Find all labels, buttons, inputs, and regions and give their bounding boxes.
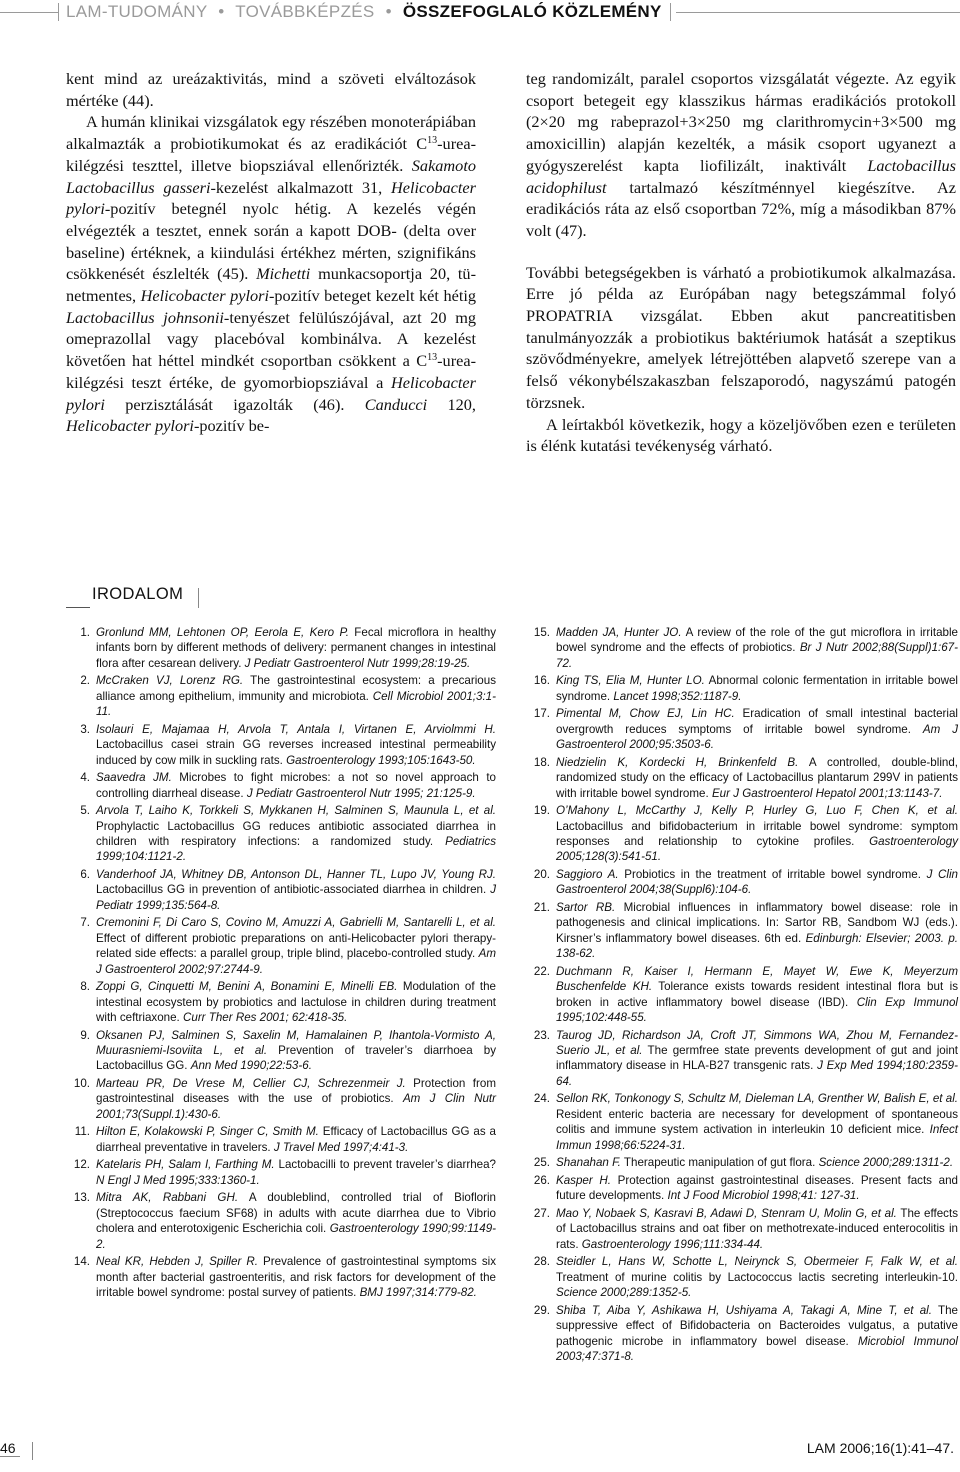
reference-title: Therapeutic manipulation of gut flora.	[620, 1156, 819, 1170]
reference-journal: Int J Food Microbiol 1998;41: 127-31.	[667, 1189, 860, 1203]
reference-title: Effect of different probiotic preparations on anti-Helicobacter pylori therapy-related side effects: a parallel group, triple blind, placebo-controlled study.	[96, 931, 496, 961]
reference-item	[66, 1157, 496, 1188]
reference-number: 4.	[80, 771, 90, 785]
reference-journal: J Clin Gastroenterol 2004;38(Suppl6):104-6.	[556, 868, 958, 897]
header-tick-right	[670, 3, 671, 21]
reference-title: Prophylactic Lactobacillus GG reduces antibiotic associated diarrhea in children with respiratory infections: a randomized study.	[96, 819, 496, 849]
header-separator-1: •	[218, 2, 225, 21]
reference-number: 13.	[73, 1191, 90, 1205]
body-paragraph	[66, 111, 476, 437]
body-text: -pozitív beteget kezelt két hétig	[269, 286, 477, 306]
reference-authors: Zoppi G, Cinquetti M, Benini A, Bonamini E, Minelli EB.	[96, 980, 398, 994]
body-text: -urea-kilégzési teszttel, illetve biopsziával ellenőrizték.	[66, 134, 476, 175]
reference-authors: Mao Y, Nobaek S, Kasravi B, Adawi D, Stenram U, Molin G, et al.	[556, 1206, 897, 1220]
reference-item	[526, 1155, 958, 1170]
reference-authors: Gronlund MM, Lehtonen OP, Eerola E, Kero P.	[96, 626, 349, 639]
reference-item	[66, 722, 496, 768]
reference-journal: Pediatrics 1999;104:1121-2.	[96, 835, 496, 864]
header-rule-left	[0, 12, 58, 13]
italic-text: Lactobacillus acidophilust	[526, 155, 956, 197]
reference-title: Prevention of traveler’s diarrhoea by Lactobacillus GG.	[96, 1044, 496, 1073]
body-text: -pozitív be-	[193, 416, 270, 436]
reference-authors: O’Mahony L, McCarthy J, Kelly P, Hurley G, Luo F, Chen K, et al.	[556, 804, 958, 818]
reference-title: Probiotics in the treatment of irritable bowel syndrome.	[618, 868, 927, 882]
reference-authors: Neal KR, Hebden J, Spiller R.	[96, 1255, 258, 1269]
reference-title: The gastrointestinal ecosystem: a precarious alliance among epithelium, immunity and microbiota.	[96, 674, 496, 703]
header-title	[66, 0, 662, 24]
reference-item	[66, 803, 496, 865]
italic-text: Lactobacillus johnsonii	[66, 307, 224, 327]
reference-item	[66, 867, 496, 913]
reference-authors: Sellon RK, Tonkonogy S, Schultz M, Dieleman LA, Grenther W, Balish E, et al.	[556, 1092, 958, 1106]
reference-journal: Am J Gastroenterol 2000;95:3503-6.	[556, 722, 958, 752]
reference-number: 7.	[80, 916, 90, 930]
reference-number: 16.	[533, 674, 550, 688]
footer-tick	[32, 1442, 33, 1460]
reference-title: Tolerance exists towards resident intestinal flora but is broken in active inflammatory bowel disease (IBD).	[556, 980, 959, 1009]
body-text: munkacsoportja 20, tünetmentes,	[66, 264, 476, 306]
reference-item	[66, 1076, 496, 1122]
reference-item	[66, 1190, 496, 1252]
body-text: tartalmazó készítménnyel kiegészítve. Az eradikációs ráta az első csoportban 72%, míg a másodikban 87% volt (47).	[526, 177, 956, 240]
journal-citation: LAM 2006;16(1):41–47.	[806, 1440, 954, 1456]
reference-number: 9.	[80, 1028, 90, 1042]
reference-journal: Cell Microbiol 2001;3:1-11.	[96, 689, 496, 719]
reference-authors: Mitra AK, Rabbani GH.	[96, 1191, 239, 1205]
reference-item	[526, 1173, 958, 1204]
references-heading	[66, 584, 206, 614]
reference-authors: Saavedra JM.	[96, 771, 172, 785]
reference-item	[66, 1254, 496, 1300]
reference-authors: Sartor RB.	[556, 901, 616, 915]
header-tick-left	[58, 3, 59, 21]
reference-journal: Br J Nutr 2002;88(Suppl)1:67-72.	[556, 641, 958, 670]
reference-title: Protection against gastrointestinal diseases. Present facts and future developments.	[556, 1173, 958, 1203]
reference-number: 11.	[74, 1125, 90, 1139]
reference-number: 21.	[533, 901, 550, 915]
reference-item	[526, 1303, 958, 1365]
references-heading-rule	[66, 607, 90, 608]
reference-number: 10.	[73, 1077, 90, 1091]
reference-title: A review of the role of the gut microflora in irritable bowel syndrome and the effects of probiotics.	[556, 626, 958, 655]
reference-authors: Pimental M, Chow EJ, Lin HC.	[556, 707, 735, 721]
reference-journal: Ann Med 1990;22:53-6.	[190, 1059, 312, 1073]
references-heading-text: IRODALOM	[92, 585, 184, 603]
reference-authors: Steidler L, Hans W, Schotte L, Neirynck S, Obermeier F, Falk W, et al.	[556, 1255, 958, 1269]
reference-number: 14.	[73, 1255, 90, 1269]
reference-title: Eradication of small intestinal bacterial overgrowth reduces symptoms of irritable bowel syndrome.	[556, 707, 958, 736]
italic-text: Helicobacter pylori	[66, 177, 476, 219]
body-paragraph	[66, 68, 476, 111]
reference-number: 15.	[533, 626, 550, 639]
body-text: 120,	[427, 394, 476, 414]
reference-authors: Cremonini F, Di Caro S, Covino M, Amuzzi A, Gabrielli M, Santarelli L, et al.	[96, 916, 496, 930]
reference-authors: Duchmann R, Kaiser I, Hermann E, Mayet W, Ewe K, Meyerzum Buschenfelde KH.	[556, 964, 958, 994]
reference-authors: Arvola T, Laiho K, Torkkeli S, Mykkanen H, Salminen S, Maunula L, et al.	[96, 804, 496, 818]
body-text: -urea-kilégzési teszt értéke, de gyomorbiopsziával a	[66, 351, 476, 392]
reference-number: 19.	[533, 804, 550, 818]
reference-title: The suppressive effect of Bifidobacteria on Bacteroides vulgatus, a putative pathogenic microbe in inflammatory bowel disease.	[556, 1303, 958, 1348]
reference-number: 27.	[533, 1206, 550, 1220]
reference-number: 26.	[533, 1173, 550, 1187]
reference-item	[66, 1028, 496, 1074]
reference-journal: J Travel Med 1997;4:41-3.	[273, 1140, 409, 1154]
reference-item	[526, 706, 958, 752]
reference-journal: J Pediatr Gastroenterol Nutr 1995; 21:125-9.	[246, 786, 476, 800]
body-text: teg randomizált, paralel csoportos vizsgálatát végezte. Az egyik csoport betegeit egy klasszikus hármas eradikációs protokoll (2×20 mg rabeprazol+3×250 mg clarithromycin+3×500 mg amoxicillin) alapján kezelték, a másik csoport ugyanezt a gyógyszerelést kapta liofilizált, inaktivált	[526, 69, 956, 175]
italic-text: Michetti	[256, 264, 311, 284]
header-section-3: ÖSSZEFOGLALÓ KÖZLEMÉNY	[402, 2, 662, 21]
reference-title: A doubleblind, controlled trial of Bioflorin (Streptococcus faecium SF68) in adults with acute diarrhea due to Vibrio cholera and enterotoxigenic Escherichia coli.	[96, 1191, 496, 1236]
reference-number: 20.	[533, 868, 550, 882]
body-text: -tenyészet felülúszójával, azt 20 mg omeprazollal vagy placebóval kombinálva. A kezelést követően hat héttel mindkét csoportban csökkent a C	[66, 307, 476, 371]
reference-authors: Hilton E, Kolakowski P, Singer C, Smith M.	[96, 1125, 319, 1139]
reference-number: 29.	[533, 1303, 550, 1317]
reference-number: 1.	[80, 626, 90, 639]
footer-rule-left	[0, 1456, 20, 1457]
body-text: kent mind az ureázaktivitás, mind a szöveti elváltozások mértéke (44).	[66, 69, 476, 110]
reference-title: Protection from gastrointestinal diseases with the use of probiotics.	[96, 1077, 496, 1106]
reference-journal: Science 2000;289:1352-5.	[556, 1286, 692, 1300]
header-section-2: TOVÁBBKÉPZÉS	[235, 2, 375, 21]
reference-journal: Infect Immun 1998;66:5224-31.	[556, 1123, 958, 1152]
reference-item	[526, 867, 958, 898]
italic-text: Helicobacter pylori	[66, 372, 476, 414]
reference-title: Resident enteric bacteria are necessary for development of spontaneous colitis and immune system activation in interleukin 10 deficient mice.	[556, 1107, 958, 1137]
reference-authors: Niedzielin K, Kordecki H, Brinkenfeld B.	[556, 755, 799, 769]
reference-journal: N Engl J Med 1995;333:1360-1.	[96, 1173, 260, 1187]
italic-text: Sakamoto Lactobacillus gasseri	[66, 155, 476, 197]
reference-item	[526, 673, 958, 704]
reference-authors: Isolauri E, Majamaa H, Arvola T, Antala I, Virtanen E, Arviolmmi H.	[96, 722, 496, 736]
header-section-1: LAM-TUDOMÁNY	[66, 2, 208, 21]
reference-title: Lactobacillus and bifidobacterium in irritable bowel syndrome: symptom responses and relationship to cytokine profiles.	[556, 819, 958, 849]
reference-title: The germfree state prevents development of gut and joint inflammatory disease in HLA-B27 transgenic rats.	[556, 1044, 958, 1073]
header-rule-right	[676, 12, 960, 13]
reference-number: 5.	[80, 804, 90, 818]
paragraph-gap	[526, 242, 956, 262]
reference-number: 24.	[533, 1092, 550, 1106]
reference-journal: Am J Clin Nutr 2001;73(Suppl.1):430-6.	[96, 1092, 496, 1121]
reference-title: Efficacy of Lactobacillus GG as a diarrheal preventative in travelers.	[96, 1125, 496, 1154]
reference-item	[526, 625, 958, 671]
reference-item	[526, 1091, 958, 1153]
reference-authors: Madden JA, Hunter JO.	[556, 626, 682, 639]
reference-number: 2.	[80, 674, 90, 688]
reference-journal: Gastroenterology 1996;111:334-44.	[581, 1237, 764, 1251]
reference-number: 6.	[80, 868, 90, 882]
body-text: -kezelést alkalmazott 31,	[210, 177, 391, 197]
reference-title: Fecal microflora in healthy infants born by different methods of delivery: permanent changes in intestinal flora after cesarean delivery.	[96, 626, 496, 670]
reference-item	[526, 900, 958, 962]
reference-journal: J Exp Med 1994;180:2359-64.	[556, 1059, 958, 1088]
reference-title: Microbial influences in inflammatory bowel disease: role in pathogenesis and clinical implications. In: Sartor RB, Sandbom WJ (eds.). Kirsner’s inflammatory bowel diseases. 6th ed.	[556, 901, 958, 945]
reference-number: 3.	[80, 722, 90, 736]
body-column-left	[66, 68, 476, 437]
reference-item	[66, 979, 496, 1025]
body-paragraph: A leírtakból következik, hogy a közeljövőben ezen e területen is élénk kutatási tevékenység várható.	[526, 414, 956, 456]
italic-text: Helicobacter pylori	[66, 416, 194, 436]
reference-authors: Marteau PR, De Vrese M, Cellier CJ, Schrezenmeir J.	[96, 1077, 406, 1091]
reference-journal: Am J Gastroenterol 2002;97:2744-9.	[96, 947, 496, 976]
reference-journal: Lancet 1998;352:1187-9.	[613, 689, 742, 703]
reference-number: 18.	[533, 755, 550, 769]
reference-journal: Gastroenterology 1993;105:1643-50.	[286, 753, 476, 767]
reference-authors: Taurog JD, Richardson JA, Croft JT, Simmons WA, Zhou M, Fernandez-Suerio JL, et al.	[556, 1028, 958, 1058]
reference-number: 17.	[533, 707, 550, 721]
reference-journal: BMJ 1997;314:779-82.	[359, 1286, 477, 1300]
reference-title: A controlled, double-blind, randomized study on the efficacy of Lactobacillus plantarum 299V in patients with irritable bowel syndrome.	[556, 755, 959, 800]
reference-list-right	[526, 625, 958, 1367]
italic-text: Canducci	[364, 394, 428, 414]
reference-title: Abnormal colonic fermentation in irritable bowel syndrome.	[556, 674, 958, 703]
reference-journal: J Pediatr 1999;135:564-8.	[96, 883, 496, 912]
reference-journal: Gastroenterology 1990;99:1149-2.	[96, 1222, 497, 1251]
reference-title: Modulation of the intestinal ecosystem by probiotics and lactulose in children during treatment with ceftriaxone.	[96, 980, 496, 1025]
reference-journal: Gastroenterology 2005;128(3):541-51.	[556, 835, 958, 864]
reference-journal: Curr Ther Res 2001; 62:418-35.	[183, 1011, 348, 1025]
body-column-right	[526, 68, 956, 457]
reference-item	[526, 803, 958, 865]
reference-journal: Eur J Gastroenterol Hepatol 2001;13:1143-7.	[711, 786, 943, 800]
reference-authors: Saggioro A.	[556, 868, 619, 882]
reference-item	[526, 755, 958, 801]
reference-journal: Clin Exp Immunol 1995;102:448-55.	[556, 995, 958, 1025]
body-paragraph: További betegségekben is várható a probiotikumok alkalmazása. Erre jó példa az Európában nagy betegszámmal folyó PROPATRIA vizsgálat. Ebben akut pancreatitisben tanulmányozzák a probiotikus baktériumok hatását a szeptikus szövődményekre, amelyek létrejöttében alapvető szerepe van a felső vékonybélszakaszban felszaporodó, nagyszámú patogén törzsnek.	[526, 262, 956, 412]
italic-text: Helicobacter pylori	[140, 286, 269, 306]
reference-title: Microbes to fight microbes: a not so novel approach to controlling diarrheal disease.	[96, 771, 497, 800]
reference-authors: Kasper H.	[556, 1173, 611, 1187]
header-separator-2: •	[385, 2, 392, 21]
reference-item	[66, 625, 496, 671]
reference-item	[66, 915, 496, 977]
reference-title: The effects of Lactobacillus strains and oat fiber on methotrexate-induced enterocolitis in rats.	[556, 1206, 958, 1251]
reference-authors: McCraken VJ, Lorenz RG.	[96, 674, 244, 688]
reference-list-left	[66, 625, 496, 1303]
reference-item	[66, 1124, 496, 1155]
reference-authors: Vanderhoof JA, Whitney DB, Antonson DL, Hanner TL, Lupo JV, Young RJ.	[96, 868, 496, 882]
superscript: 13	[427, 135, 438, 147]
reference-authors: Katelaris PH, Salam I, Farthing M.	[96, 1158, 275, 1172]
reference-item	[66, 770, 496, 801]
reference-title: Lactobacillus casei strain GG reverses increased intestinal permeability induced by cow milk in suckling rats.	[96, 738, 496, 767]
reference-item	[526, 1206, 958, 1252]
superscript: 13	[427, 352, 438, 364]
reference-journal: Microbiol Immunol 2003;47:371-8.	[556, 1334, 958, 1363]
reference-item	[526, 964, 958, 1026]
page-number: 46	[0, 1440, 16, 1456]
body-text: A humán klinikai vizsgálatok egy részében monoterápiában alkalmazták a probiotikumokat és az eradikációt C	[66, 112, 476, 154]
reference-number: 28.	[533, 1255, 550, 1269]
reference-item	[66, 673, 496, 719]
reference-journal: Edinburgh: Elsevier; 2003. p. 138-62.	[556, 931, 958, 961]
body-text: perzisztálását igazolták (46).	[104, 394, 365, 414]
references-heading-tick	[198, 588, 199, 608]
reference-authors: Shiba T, Aiba Y, Ashikawa H, Ushiyama A, Takagi A, Mine T, et al.	[556, 1303, 932, 1317]
reference-title: Prevalence of gastrointestinal symptoms six month after bacterial gastroenteritis, and risk factors for development of the irritable bowel syndrome: postal survey of patients.	[96, 1255, 496, 1300]
running-header	[0, 0, 960, 30]
reference-journal: J Pediatr Gastroenterol Nutr 1999;28:19-25.	[244, 656, 471, 670]
reference-number: 8.	[80, 980, 90, 994]
reference-title: Lactobacillus GG in prevention of antibiotic-associated diarrhea in children.	[96, 883, 491, 897]
reference-authors: Oksanen PJ, Salminen S, Saxelin M, Hamalainen P, Ihantola-Vormisto A, Muurasniemi-Isoviita L, et al.	[96, 1028, 496, 1058]
reference-item	[526, 1028, 958, 1090]
body-text: -pozitív betegnél nyolc hétig. A kezelés végén elvégezték a tesztet, ennek során a kapott DOB- (delta over baseline) értéknek, a kiindulási értékhez mérten, szignifikáns csökkenését észlelték (45).	[66, 199, 476, 284]
reference-title: Treatment of murine colitis by Lactococcus lactis secreting interleukin-10.	[556, 1270, 958, 1284]
reference-item	[526, 1254, 958, 1300]
reference-journal: Science 2000;289:1311-2.	[818, 1156, 954, 1170]
reference-number: 25.	[533, 1156, 550, 1170]
reference-number: 23.	[533, 1028, 550, 1042]
reference-authors: Shanahan F.	[556, 1156, 621, 1170]
reference-number: 12.	[73, 1158, 90, 1172]
body-paragraph	[526, 68, 956, 242]
reference-title: Lactobacilli to prevent traveler’s diarrhea?	[274, 1158, 496, 1172]
reference-number: 22.	[533, 964, 550, 978]
reference-authors: King TS, Elia M, Hunter LO.	[556, 674, 705, 688]
